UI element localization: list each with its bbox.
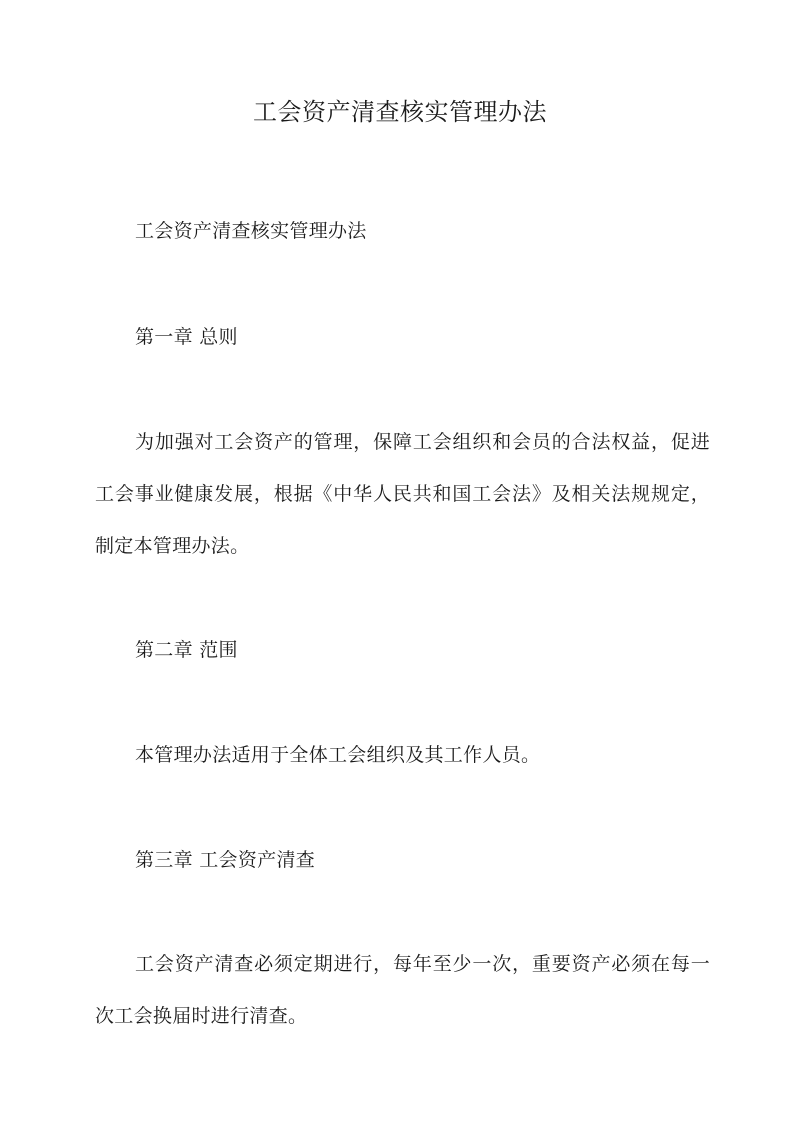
chapter-2-body: 本管理办法适用于全体工会组织及其工作人员。 — [135, 744, 541, 766]
chapter-3-heading: 第三章 工会资产清查 — [135, 849, 316, 871]
document-title: 工会资产清查核实管理办法 — [253, 98, 547, 126]
chapter-1-body: 为加强对工会资产的管理，保障工会组织和会员的合法权益，促进工会事业健康发展，根据《中华人民共和国工会法》及相关法规规定，制定本管理办法。 — [95, 431, 710, 557]
chapter-1-heading: 第一章 总则 — [135, 326, 238, 348]
document-subtitle: 工会资产清查核实管理办法 — [135, 220, 367, 242]
chapter-2-heading: 第二章 范围 — [135, 639, 238, 661]
chapter-3-body: 工会资产清查必须定期进行，每年至少一次，重要资产必须在每一次工会换届时进行清查。 — [95, 953, 710, 1027]
